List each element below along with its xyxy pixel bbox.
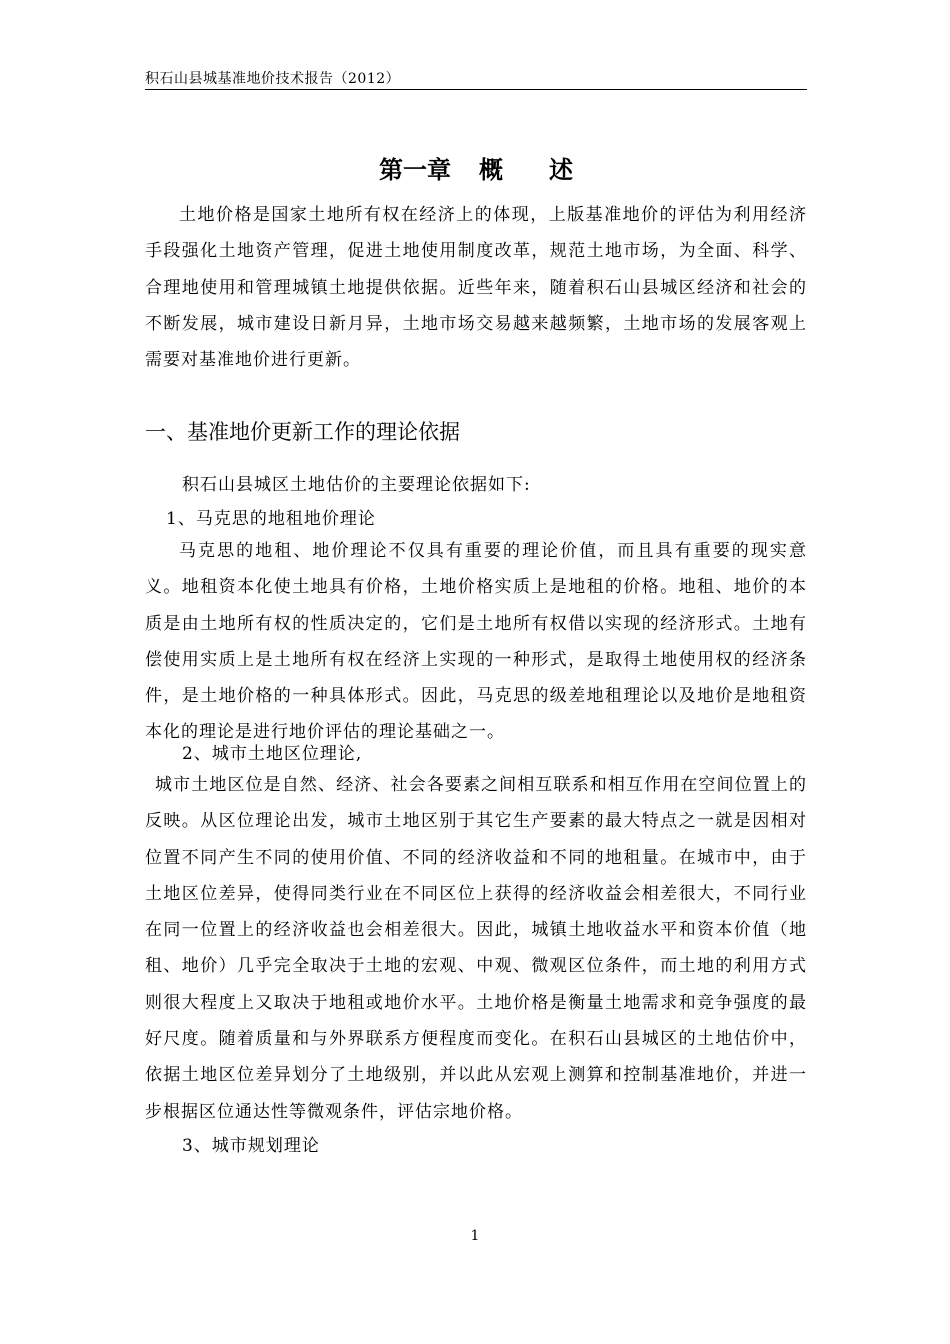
chapter-name-char-2: 述 [549, 155, 573, 184]
item1-paragraph: 马克思的地租、地价理论不仅具有重要的理论价值，而且具有重要的现实意义。地租资本化使土地具有价格，土地价格实质上是地租的价格。地租、地价的本质是由土地所有权的性质决定的，它们是土地所有权借以实现的经济形式。土地有偿使用实质上是土地所有权在经济上实现的一种形式，是取得土地使用权的经济条件，是土地价格的一种具体形式。因此，马克思的级差地租理论以及地价是地租资本化的理论是进行地价评估的理论基础之一。 [145, 541, 807, 743]
section-heading: 一、基准地价更新工作的理论依据 [145, 420, 460, 444]
header-rule [145, 89, 807, 90]
section-lead: 积石山县城区土地估价的主要理论依据如下: [182, 475, 531, 495]
item2-title: 2、城市土地区位理论, [182, 744, 363, 764]
chapter-number: 第一章 [379, 155, 451, 184]
intro-paragraph: 土地价格是国家土地所有权在经济上的体现，上版基准地价的评估为利用经济手段强化土地资产管理，促进土地使用制度改革，规范土地市场，为全面、科学、合理地使用和管理城镇土地提供依据。近些年来，随着积石山县城区经济和社会的不断发展，城市建设日新月异，土地市场交易越来越频繁，土地市场的发展客观上需要对基准地价进行更新。 [145, 205, 807, 371]
item1-title: 1、马克思的地租地价理论 [166, 509, 376, 529]
page-number: 1 [470, 1228, 480, 1244]
running-header: 积石山县城基准地价技术报告（2012） [145, 71, 401, 87]
item3-title: 3、城市规划理论 [182, 1136, 320, 1156]
item2-paragraph: 城市土地区位是自然、经济、社会各要素之间相互联系和相互作用在空间位置上的反映。从区位理论出发，城市土地区别于其它生产要素的最大特点之一就是因相对位置不同产生不同的使用价值、不同的经济收益和不同的地租量。在城市中，由于土地区位差异，使得同类行业在不同区位上获得的经济收益会相差很大，不同行业在同一位置上的经济收益也会相差很大。因此，城镇土地收益水平和资本价值（地租、地价）几乎完全取决于土地的宏观、中观、微观区位条件，而土地的利用方式则很大程度上又取决于地租或地价水平。土地价格是衡量土地需求和竞争强度的最好尺度。随着质量和与外界联系方便程度而变化。在积石山县城区的土地估价中，依据土地区位差异划分了土地级别，并以此从宏观上测算和控制基准地价，并进一步根据区位通达性等微观条件，评估宗地价格。 [145, 775, 807, 1122]
chapter-title [145, 150, 807, 185]
chapter-name-char-1: 概 [479, 155, 503, 184]
